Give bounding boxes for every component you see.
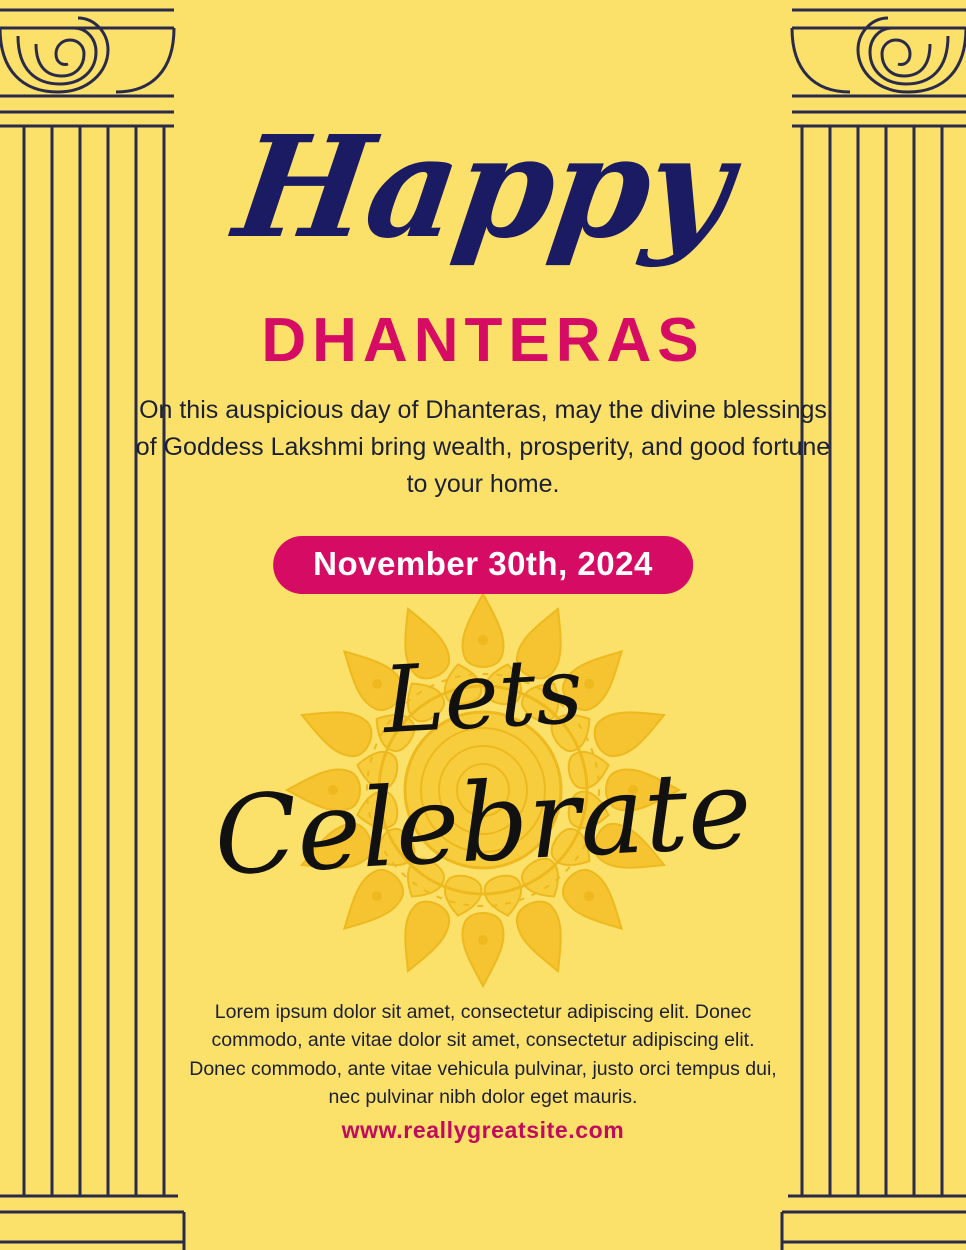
date-badge: November 30th, 2024	[273, 536, 693, 594]
blessing-message: On this auspicious day of Dhanteras, may the divine blessings of Goddess Lakshmi bring wealth, prosperity, and good fortune to your home.	[135, 396, 831, 498]
website-link[interactable]: www.reallygreatsite.com	[341, 1117, 625, 1143]
heading-dhanteras: DHANTERAS	[261, 306, 705, 375]
script-lets: Lets	[380, 636, 586, 755]
script-celebrate: Celebrate	[211, 747, 755, 900]
heading-script-happy: Happy	[226, 106, 740, 270]
body-paragraph: Lorem ipsum dolor sit amet, consectetur adipiscing elit. Donec commodo, ante vitae dolor sit amet, consectetur adipiscing elit. Donec commodo, ante vitae vehicula pulvinar, justo orci tempus dui, nec pulvinar nibh dolor eget mauris.	[189, 1001, 777, 1108]
